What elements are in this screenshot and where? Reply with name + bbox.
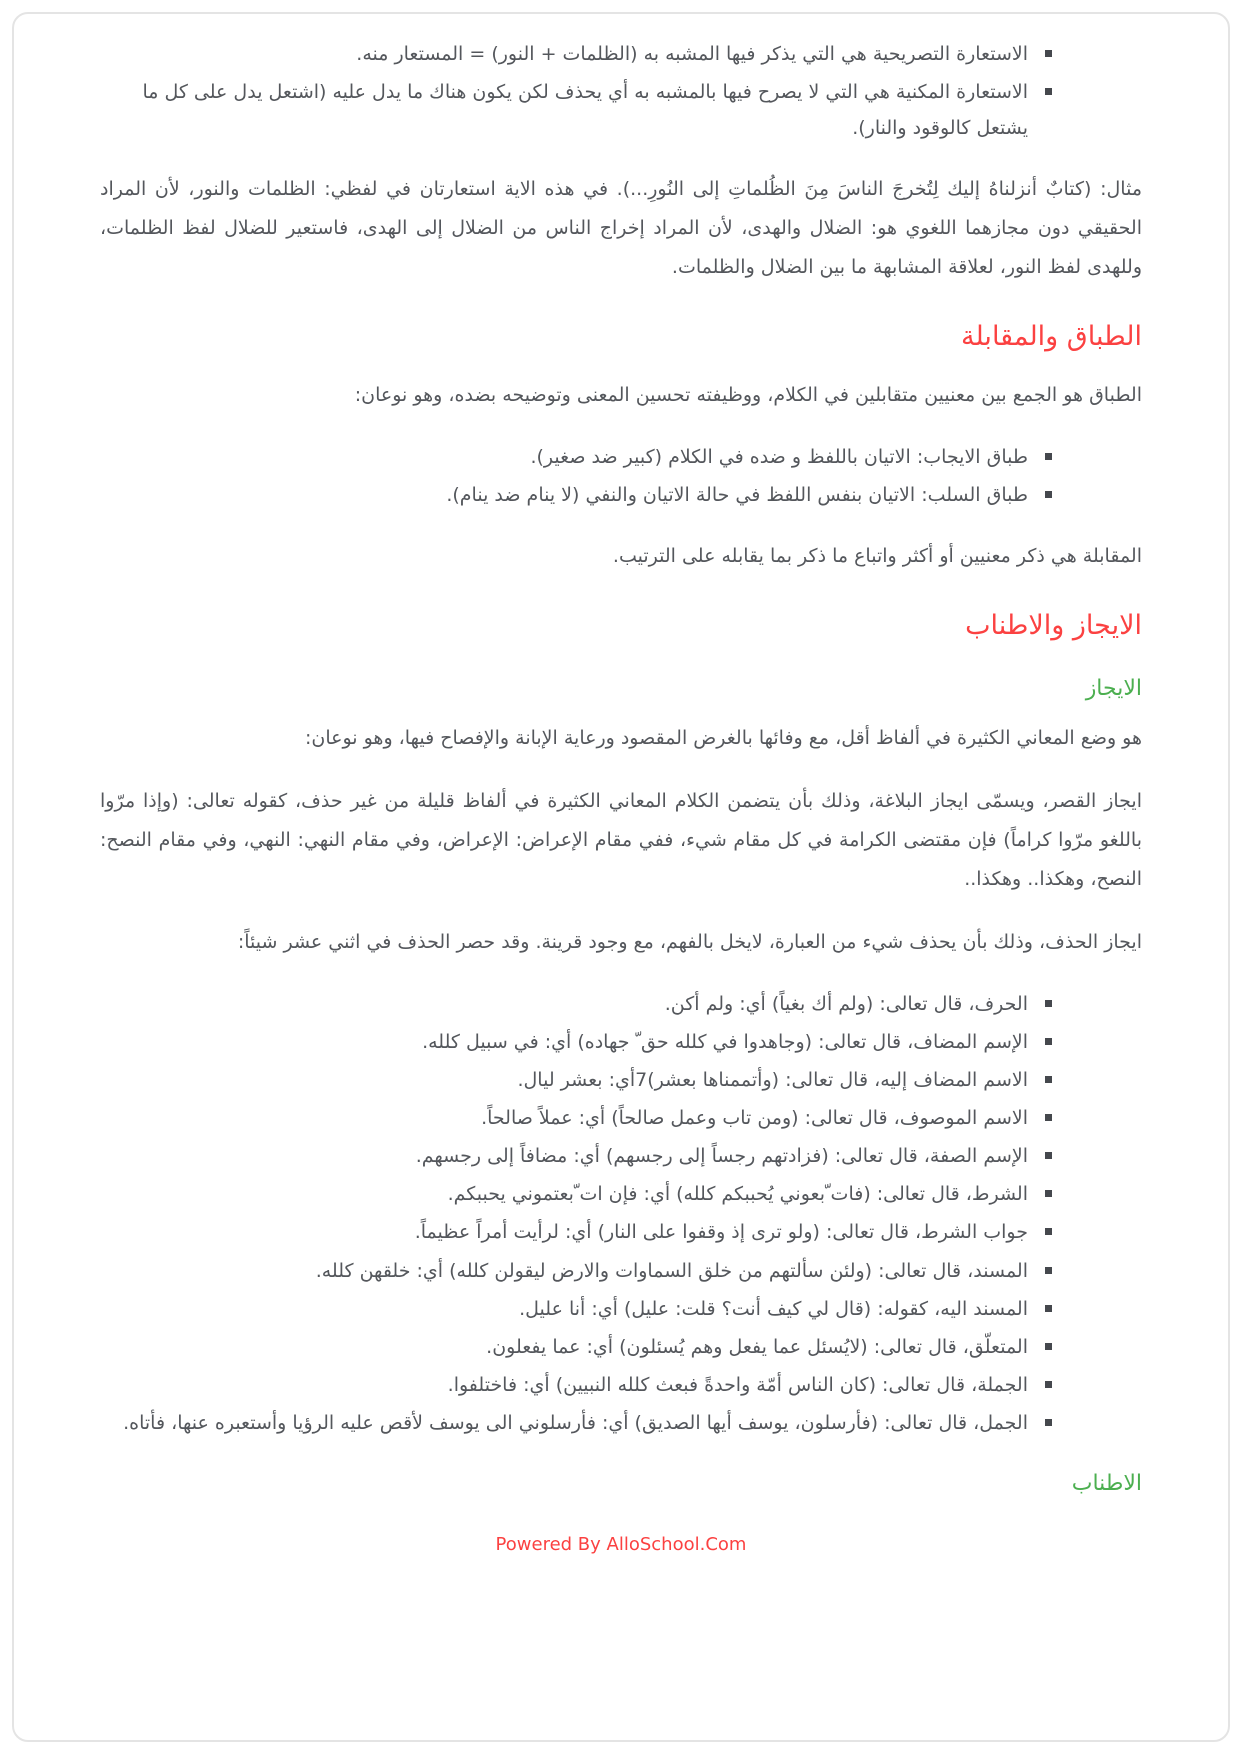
list-item xyxy=(100,1214,1054,1250)
list-item-text: الإسم الصفة، قال تعالى: (فزادتهم رجساً إلى رجسهم) أي: مضافاً إلى رجسهم. xyxy=(415,1145,1028,1168)
list-item xyxy=(100,1329,1054,1365)
bullet-square-icon xyxy=(1045,1152,1052,1159)
list-item-text: الاسم المضاف إليه، قال تعالى: (وأتممناها بعشر)7أي: بعشر ليال. xyxy=(517,1069,1028,1092)
footer-credit-link[interactable]: Powered By AlloSchool.Com xyxy=(495,1533,747,1555)
muqabala-paragraph: المقابلة هي ذكر معنيين أو أكثر واتباع ما ذكر بما يقابله على الترتيب. xyxy=(612,544,1142,567)
bullet-square-icon xyxy=(1045,1267,1052,1274)
bullet-square-icon xyxy=(1045,491,1052,498)
list-item-text: المسند اليه، كقوله: (قال لي كيف أنت؟ قلت: عليل) أي: أنا عليل. xyxy=(519,1297,1028,1320)
list-item xyxy=(100,1405,1054,1441)
list-item-text: طباق الايجاب: الاتيان باللفظ و ضده في الكلام (كبير ضد صغير). xyxy=(530,445,1028,468)
list-item xyxy=(100,36,1054,72)
bullet-square-icon xyxy=(1045,1076,1052,1083)
list-item xyxy=(100,477,1054,513)
bullet-square-icon xyxy=(1045,88,1052,95)
bullet-square-icon xyxy=(1045,453,1052,460)
ijaz-qasr-paragraph: ايجاز القصر، ويسمّى ايجاز البلاغة، وذلك بأن يتضمن الكلام المعاني الكثيرة في ألفاظ قليلة من غير حذف، كقوله تعالى: (وإذا مرّوا باللغو مرّوا كراماً) فإن مقتضى الكرامة في كل مقام شيء، ففي مقام الإعراض: الإعراض، وفي مقام النهي: النهي، وفي مقام النصح: النصح، وهكذا.. وهكذا.. xyxy=(100,790,1142,890)
list-item-text: الاسم الموصوف، قال تعالى: (ومن تاب وعمل صالحاً) أي: عملاً صالحاً. xyxy=(481,1107,1028,1130)
list-item xyxy=(100,439,1054,475)
list-item xyxy=(100,1176,1054,1212)
heading-tibaq-muqabala: الطباق والمقابلة xyxy=(961,321,1142,353)
bullet-square-icon xyxy=(1045,1000,1052,1007)
list-item xyxy=(100,74,1054,146)
bullet-square-icon xyxy=(1045,1419,1052,1426)
list-item-text: الإسم المضاف، قال تعالى: (وجاهدوا في كلله حق ّ جهاده) أي: في سبيل كلله. xyxy=(422,1030,1028,1053)
list-item-text: الاستعارة المكنية هي التي لا يصرح فيها بالمشبه به أي يحذف لكن يكون هناك ما يدل عليه (اشتعل يدل على كل ما يشتعل كالوقود والنار). xyxy=(142,81,1028,140)
list-item xyxy=(100,986,1054,1022)
list-item-text: الحرف، قال تعالى: (ولم أك بغياً) أي: ولم أكن. xyxy=(664,992,1028,1015)
bullet-square-icon xyxy=(1045,1381,1052,1388)
heading-ijaz-itnab: الايجاز والاطناب xyxy=(965,609,1142,641)
subheading-ijaz: الايجاز xyxy=(1085,676,1142,702)
list-item xyxy=(100,1291,1054,1327)
list-item xyxy=(100,1024,1054,1060)
tibaq-bullet-list xyxy=(100,439,1142,513)
list-item-text: الشرط، قال تعالى: (فات ّبعوني يُحببكم كلله) أي: فإن ات ّبعتموني يحببكم. xyxy=(447,1183,1028,1206)
list-item-text: جواب الشرط، قال تعالى: (ولو ترى إذ وقفوا على النار) أي: لرأيت أمراً عظيماً. xyxy=(414,1221,1028,1244)
list-item-text: المتعلّق، قال تعالى: (لايُسئل عما يفعل وهم يُسئلون) أي: عما يفعلون. xyxy=(486,1335,1028,1358)
bullet-square-icon xyxy=(1045,1305,1052,1312)
example-paragraph: مثال: (كتابٌ أنزلناهُ إليك لِتُخرجَ الناسَ مِنَ الظُلماتِ إلى النُورِ...). في هذه الاية استعارتان في لفظي: الظلمات والنور، لأن المراد الحقيقي دون مجازهما اللغوي هو: الضلال والهدى، لأن المراد إخراج الناس من الضلال إلى الهدى، فاستعير للضلال لفظ الظلمات، وللهدى لفظ النور، لعلاقة المشابهة ما بين الضلال والظلمات. xyxy=(100,178,1142,279)
bullet-square-icon xyxy=(1045,50,1052,57)
list-item xyxy=(100,1367,1054,1403)
tibaq-intro-paragraph: الطباق هو الجمع بين معنيين متقابلين في الكلام، ووظيفته تحسين المعنى وتوضيحه بضده، وهو نوعان: xyxy=(354,383,1142,406)
bullet-square-icon xyxy=(1045,1228,1052,1235)
hadhf-bullet-list xyxy=(100,986,1142,1441)
ijaz-hadhf-paragraph: ايجاز الحذف، وذلك بأن يحذف شيء من العبارة، لايخل بالفهم، مع وجود قرينة. وقد حصر الحذف في اثني عشر شيئاً: xyxy=(237,930,1142,953)
bullet-square-icon xyxy=(1045,1038,1052,1045)
bullet-square-icon xyxy=(1045,1343,1052,1350)
bullet-square-icon xyxy=(1045,1114,1052,1121)
list-item xyxy=(100,1100,1054,1136)
subheading-itnab: الاطناب xyxy=(1071,1470,1142,1496)
list-item-text: الجمل، قال تعالى: (فأرسلون، يوسف أيها الصديق) أي: فأرسلوني الى يوسف لأقص عليه الرؤيا وأستعبره عنها، فأتاه. xyxy=(123,1411,1028,1434)
list-item xyxy=(100,1138,1054,1174)
ijaz-definition-paragraph: هو وضع المعاني الكثيرة في ألفاظ أقل، مع وفائها بالغرض المقصود ورعاية الإبانة والإفصاح فيها، وهو نوعان: xyxy=(304,727,1142,750)
footer-credit[interactable] xyxy=(100,1534,1142,1555)
list-item xyxy=(100,1253,1054,1289)
list-item-text: المسند، قال تعالى: (ولئن سألتهم من خلق السماوات والارض ليقولن كلله) أي: خلقهن كلله. xyxy=(315,1259,1028,1282)
bullet-square-icon xyxy=(1045,1190,1052,1197)
istiara-bullet-list xyxy=(100,36,1142,146)
list-item-text: الاستعارة التصريحية هي التي يذكر فيها المشبه به (الظلمات + النور) = المستعار منه. xyxy=(356,43,1028,65)
list-item-text: الجملة، قال تعالى: (كان الناس أمّة واحدةً فبعث كلله النبيين) أي: فاختلفوا. xyxy=(447,1373,1028,1396)
list-item xyxy=(100,1062,1054,1098)
list-item-text: طباق السلب: الاتيان بنفس اللفظ في حالة الاتيان والنفي (لا ينام ضد ينام). xyxy=(446,483,1028,506)
